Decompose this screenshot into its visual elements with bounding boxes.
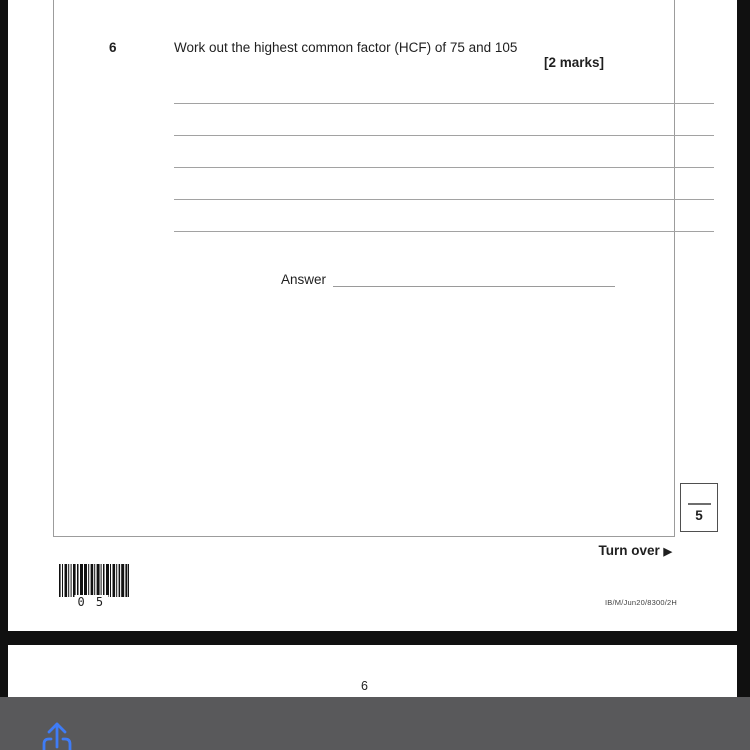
share-button[interactable] [30, 707, 82, 750]
question-number: 6 [109, 40, 117, 55]
working-lines [174, 0, 714, 298]
marks-label: [2 marks] [543, 55, 604, 70]
barcode-digits: 0 5 [74, 595, 108, 609]
paper-reference: IB/M/Jun20/8300/2H [605, 598, 677, 607]
writing-line [174, 199, 714, 200]
question-content-box [53, 0, 675, 537]
page-marks-box [680, 483, 718, 532]
writing-line [174, 135, 714, 136]
share-icon [40, 721, 74, 750]
barcode-icon [59, 564, 129, 609]
writing-line [174, 167, 714, 168]
exam-page [8, 0, 737, 631]
turn-over-label: Turn over ▶ [598, 543, 672, 558]
page-number: 6 [361, 679, 368, 693]
page-marks-total: 5 [695, 508, 703, 523]
writing-line [174, 231, 714, 232]
answer-label: Answer [281, 272, 327, 287]
answer-underline [333, 273, 615, 287]
writing-line [174, 103, 714, 104]
turn-over-arrow-icon: ▶ [663, 546, 672, 558]
examiner-mark-line [688, 503, 711, 505]
question-text: Work out the highest common factor (HCF) of 75 and 105 [174, 40, 518, 55]
viewer-toolbar [0, 697, 750, 750]
